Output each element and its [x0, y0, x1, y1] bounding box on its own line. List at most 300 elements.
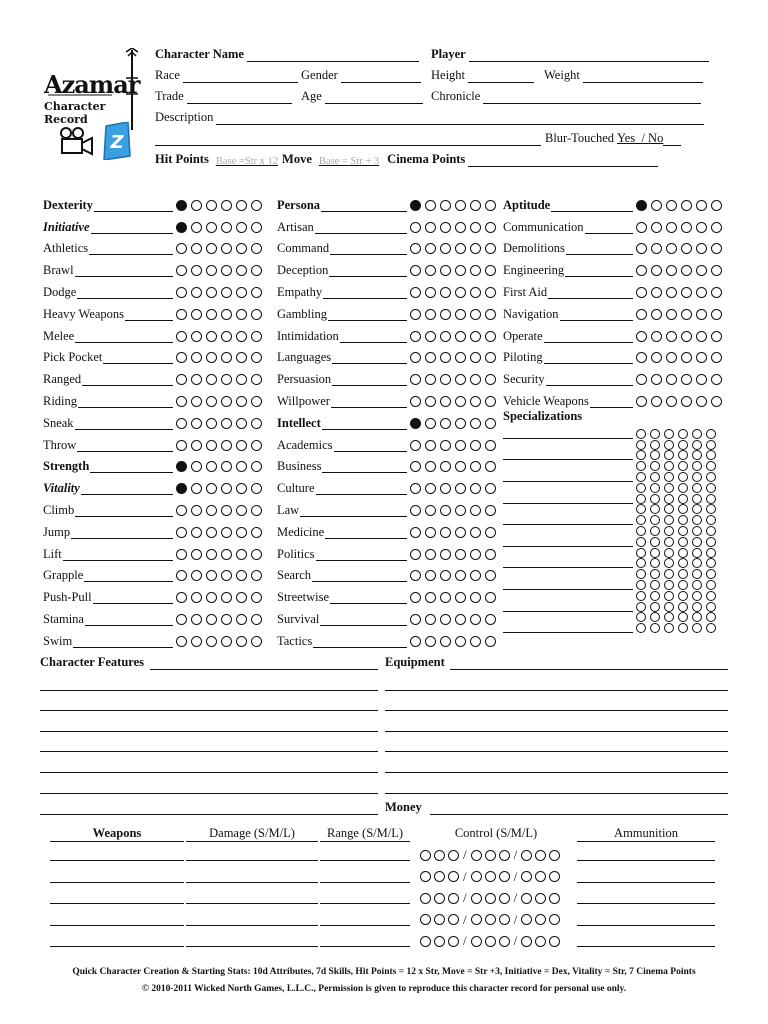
grapple-dot-6[interactable]: [251, 570, 262, 581]
law-dot-1[interactable]: [410, 505, 421, 516]
specialization-line[interactable]: [503, 441, 633, 450]
weapon-ammunition-line[interactable]: [577, 860, 715, 861]
character-features-line-5[interactable]: [40, 772, 378, 773]
specialization-dot[interactable]: [706, 440, 716, 450]
deception-dot-1[interactable]: [410, 265, 421, 276]
specialization-dot[interactable]: [636, 450, 646, 460]
control-dot[interactable]: [471, 850, 482, 861]
business-dot-3[interactable]: [440, 461, 451, 472]
specialization-dot[interactable]: [706, 515, 716, 525]
control-dot[interactable]: [485, 893, 496, 904]
lift-dot-1[interactable]: [176, 549, 187, 560]
specialization-dot[interactable]: [678, 623, 688, 633]
security-dot-4[interactable]: [681, 374, 692, 385]
specialization-dot[interactable]: [706, 483, 716, 493]
initiative-dot-4[interactable]: [221, 222, 232, 233]
engineering-dot-5[interactable]: [696, 265, 707, 276]
chronicle-field[interactable]: [431, 86, 701, 104]
swim-dot-1[interactable]: [176, 636, 187, 647]
willpower-dot-6[interactable]: [485, 396, 496, 407]
demolitions-dot-6[interactable]: [711, 243, 722, 254]
description-line-1[interactable]: [216, 110, 704, 125]
specialization-dot[interactable]: [692, 623, 702, 633]
vitality-dot-5[interactable]: [236, 483, 247, 494]
empathy-dot-2[interactable]: [425, 287, 436, 298]
control-dot[interactable]: [471, 893, 482, 904]
navigation-dot-1[interactable]: [636, 309, 647, 320]
dodge-dot-4[interactable]: [221, 287, 232, 298]
specialization-dot[interactable]: [636, 483, 646, 493]
specialization-dot[interactable]: [678, 429, 688, 439]
specialization-line[interactable]: [503, 538, 633, 547]
deception-dot-5[interactable]: [470, 265, 481, 276]
specialization-dot[interactable]: [706, 580, 716, 590]
intimidation-dot-3[interactable]: [440, 331, 451, 342]
control-dot[interactable]: [499, 936, 510, 947]
riding-dot-6[interactable]: [251, 396, 262, 407]
specialization-dot[interactable]: [678, 548, 688, 558]
specialization-dot[interactable]: [706, 494, 716, 504]
search-dot-4[interactable]: [455, 570, 466, 581]
throw-dot-4[interactable]: [221, 440, 232, 451]
persuasion-dot-2[interactable]: [425, 374, 436, 385]
security-dot-2[interactable]: [651, 374, 662, 385]
law-dot-2[interactable]: [425, 505, 436, 516]
throw-dot-5[interactable]: [236, 440, 247, 451]
politics-dot-5[interactable]: [470, 549, 481, 560]
pick-pocket-dot-6[interactable]: [251, 352, 262, 363]
engineering-dot-4[interactable]: [681, 265, 692, 276]
riding-dot-4[interactable]: [221, 396, 232, 407]
weapon-name-line[interactable]: [50, 925, 184, 926]
specialization-dot[interactable]: [664, 569, 674, 579]
athletics-dot-1[interactable]: [176, 243, 187, 254]
streetwise-dot-1[interactable]: [410, 592, 421, 603]
climb-dot-3[interactable]: [206, 505, 217, 516]
jump-dot-5[interactable]: [236, 527, 247, 538]
operate-dot-5[interactable]: [696, 331, 707, 342]
swim-dot-6[interactable]: [251, 636, 262, 647]
specialization-dot[interactable]: [664, 558, 674, 568]
control-dot[interactable]: [535, 936, 546, 947]
specialization-dot[interactable]: [664, 537, 674, 547]
academics-dot-6[interactable]: [485, 440, 496, 451]
specialization-dot[interactable]: [650, 440, 660, 450]
brawl-dot-5[interactable]: [236, 265, 247, 276]
aptitude-dot-3[interactable]: [666, 200, 677, 211]
vitality-dot-6[interactable]: [251, 483, 262, 494]
business-dot-4[interactable]: [455, 461, 466, 472]
dexterity-dot-4[interactable]: [221, 200, 232, 211]
specialization-dot[interactable]: [678, 558, 688, 568]
control-dot[interactable]: [420, 871, 431, 882]
athletics-dot-2[interactable]: [191, 243, 202, 254]
business-dot-1[interactable]: [410, 461, 421, 472]
languages-dot-2[interactable]: [425, 352, 436, 363]
specialization-dot[interactable]: [678, 612, 688, 622]
stamina-dot-1[interactable]: [176, 614, 187, 625]
character-features-line-6[interactable]: [40, 793, 378, 794]
stamina-dot-5[interactable]: [236, 614, 247, 625]
artisan-dot-2[interactable]: [425, 222, 436, 233]
specialization-dot[interactable]: [650, 537, 660, 547]
control-dot[interactable]: [420, 936, 431, 947]
brawl-dot-6[interactable]: [251, 265, 262, 276]
empathy-dot-4[interactable]: [455, 287, 466, 298]
specialization-dot[interactable]: [678, 440, 688, 450]
specialization-line[interactable]: [503, 473, 633, 482]
specialization-dot[interactable]: [664, 504, 674, 514]
weapon-range-line[interactable]: [320, 882, 410, 883]
control-dot[interactable]: [434, 893, 445, 904]
throw-dot-2[interactable]: [191, 440, 202, 451]
athletics-dot-3[interactable]: [206, 243, 217, 254]
jump-dot-6[interactable]: [251, 527, 262, 538]
tactics-dot-4[interactable]: [455, 636, 466, 647]
dexterity-dot-6[interactable]: [251, 200, 262, 211]
search-dot-6[interactable]: [485, 570, 496, 581]
specialization-dot[interactable]: [664, 429, 674, 439]
heavy-weapons-dot-4[interactable]: [221, 309, 232, 320]
medicine-dot-1[interactable]: [410, 527, 421, 538]
pick-pocket-dot-5[interactable]: [236, 352, 247, 363]
specialization-dot[interactable]: [650, 591, 660, 601]
initiative-dot-6[interactable]: [251, 222, 262, 233]
specialization-dot[interactable]: [636, 526, 646, 536]
tactics-dot-2[interactable]: [425, 636, 436, 647]
artisan-dot-5[interactable]: [470, 222, 481, 233]
specialization-dot[interactable]: [636, 515, 646, 525]
artisan-dot-4[interactable]: [455, 222, 466, 233]
first-aid-dot-2[interactable]: [651, 287, 662, 298]
politics-dot-3[interactable]: [440, 549, 451, 560]
specialization-dot[interactable]: [650, 623, 660, 633]
command-dot-2[interactable]: [425, 243, 436, 254]
academics-dot-4[interactable]: [455, 440, 466, 451]
initiative-dot-5[interactable]: [236, 222, 247, 233]
strength-dot-6[interactable]: [251, 461, 262, 472]
specialization-dot[interactable]: [650, 558, 660, 568]
climb-dot-2[interactable]: [191, 505, 202, 516]
specialization-dot[interactable]: [650, 483, 660, 493]
engineering-dot-3[interactable]: [666, 265, 677, 276]
strength-dot-3[interactable]: [206, 461, 217, 472]
first-aid-dot-5[interactable]: [696, 287, 707, 298]
height-field[interactable]: [431, 65, 534, 83]
politics-dot-2[interactable]: [425, 549, 436, 560]
lift-dot-2[interactable]: [191, 549, 202, 560]
equipment-line-3[interactable]: [385, 731, 728, 732]
specialization-line[interactable]: [503, 495, 633, 504]
specialization-dot[interactable]: [706, 612, 716, 622]
race-line[interactable]: [183, 68, 298, 83]
specialization-dot[interactable]: [650, 580, 660, 590]
specialization-dot[interactable]: [650, 461, 660, 471]
piloting-dot-3[interactable]: [666, 352, 677, 363]
grapple-dot-3[interactable]: [206, 570, 217, 581]
operate-dot-6[interactable]: [711, 331, 722, 342]
lift-dot-3[interactable]: [206, 549, 217, 560]
security-dot-5[interactable]: [696, 374, 707, 385]
empathy-dot-3[interactable]: [440, 287, 451, 298]
specialization-dot[interactable]: [706, 537, 716, 547]
specialization-dot[interactable]: [650, 494, 660, 504]
specialization-dot[interactable]: [678, 450, 688, 460]
dodge-dot-1[interactable]: [176, 287, 187, 298]
lift-dot-4[interactable]: [221, 549, 232, 560]
grapple-dot-1[interactable]: [176, 570, 187, 581]
climb-dot-1[interactable]: [176, 505, 187, 516]
dexterity-dot-3[interactable]: [206, 200, 217, 211]
pick-pocket-dot-1[interactable]: [176, 352, 187, 363]
chronicle-line[interactable]: [483, 89, 701, 104]
specialization-dot[interactable]: [650, 504, 660, 514]
equipment-line-1[interactable]: [385, 690, 728, 691]
specialization-line[interactable]: [503, 527, 633, 536]
specialization-dot[interactable]: [692, 537, 702, 547]
specialization-dot[interactable]: [678, 569, 688, 579]
specialization-dot[interactable]: [706, 450, 716, 460]
command-dot-4[interactable]: [455, 243, 466, 254]
gambling-dot-1[interactable]: [410, 309, 421, 320]
demolitions-dot-4[interactable]: [681, 243, 692, 254]
aptitude-dot-5[interactable]: [696, 200, 707, 211]
medicine-dot-4[interactable]: [455, 527, 466, 538]
streetwise-dot-6[interactable]: [485, 592, 496, 603]
demolitions-dot-3[interactable]: [666, 243, 677, 254]
culture-dot-4[interactable]: [455, 483, 466, 494]
specialization-dot[interactable]: [664, 591, 674, 601]
specialization-line[interactable]: [503, 484, 633, 493]
weapon-ammunition-line[interactable]: [577, 946, 715, 947]
sneak-dot-1[interactable]: [176, 418, 187, 429]
persona-dot-6[interactable]: [485, 200, 496, 211]
demolitions-dot-5[interactable]: [696, 243, 707, 254]
specialization-dot[interactable]: [692, 580, 702, 590]
character-features-line-1[interactable]: [40, 690, 378, 691]
command-dot-1[interactable]: [410, 243, 421, 254]
riding-dot-1[interactable]: [176, 396, 187, 407]
age-field[interactable]: [301, 86, 423, 104]
pick-pocket-dot-3[interactable]: [206, 352, 217, 363]
equipment-line-2[interactable]: [385, 710, 728, 711]
specialization-dot[interactable]: [636, 591, 646, 601]
specialization-dot[interactable]: [636, 580, 646, 590]
climb-dot-5[interactable]: [236, 505, 247, 516]
streetwise-dot-3[interactable]: [440, 592, 451, 603]
communication-dot-1[interactable]: [636, 222, 647, 233]
move-hint[interactable]: Base = Str + 3: [318, 156, 380, 167]
specialization-dot[interactable]: [636, 623, 646, 633]
description-line-2[interactable]: [155, 131, 541, 146]
control-dot[interactable]: [499, 893, 510, 904]
specialization-line[interactable]: [503, 516, 633, 525]
piloting-dot-1[interactable]: [636, 352, 647, 363]
engineering-dot-2[interactable]: [651, 265, 662, 276]
specialization-line[interactable]: [503, 592, 633, 601]
specialization-line[interactable]: [503, 603, 633, 612]
languages-dot-3[interactable]: [440, 352, 451, 363]
communication-dot-5[interactable]: [696, 222, 707, 233]
willpower-dot-5[interactable]: [470, 396, 481, 407]
specialization-dot[interactable]: [636, 504, 646, 514]
specialization-dot[interactable]: [706, 623, 716, 633]
grapple-dot-4[interactable]: [221, 570, 232, 581]
piloting-dot-4[interactable]: [681, 352, 692, 363]
strength-dot-1[interactable]: [176, 461, 187, 472]
control-dot[interactable]: [434, 936, 445, 947]
initiative-dot-1[interactable]: [176, 222, 187, 233]
swim-dot-3[interactable]: [206, 636, 217, 647]
player-line[interactable]: [469, 47, 709, 62]
vitality-dot-4[interactable]: [221, 483, 232, 494]
ranged-dot-3[interactable]: [206, 374, 217, 385]
control-dot[interactable]: [420, 893, 431, 904]
operate-dot-1[interactable]: [636, 331, 647, 342]
dodge-dot-2[interactable]: [191, 287, 202, 298]
specialization-dot[interactable]: [664, 515, 674, 525]
heavy-weapons-dot-6[interactable]: [251, 309, 262, 320]
pick-pocket-dot-2[interactable]: [191, 352, 202, 363]
communication-dot-4[interactable]: [681, 222, 692, 233]
communication-dot-6[interactable]: [711, 222, 722, 233]
engineering-dot-6[interactable]: [711, 265, 722, 276]
intimidation-dot-1[interactable]: [410, 331, 421, 342]
vehicle-weapons-dot-3[interactable]: [666, 396, 677, 407]
languages-dot-1[interactable]: [410, 352, 421, 363]
piloting-dot-5[interactable]: [696, 352, 707, 363]
intellect-dot-5[interactable]: [470, 418, 481, 429]
weight-line[interactable]: [583, 68, 703, 83]
piloting-dot-6[interactable]: [711, 352, 722, 363]
medicine-dot-3[interactable]: [440, 527, 451, 538]
initiative-dot-3[interactable]: [206, 222, 217, 233]
tactics-dot-5[interactable]: [470, 636, 481, 647]
first-aid-dot-1[interactable]: [636, 287, 647, 298]
gambling-dot-6[interactable]: [485, 309, 496, 320]
jump-dot-3[interactable]: [206, 527, 217, 538]
control-dot[interactable]: [434, 850, 445, 861]
specialization-dot[interactable]: [636, 429, 646, 439]
control-dot[interactable]: [448, 850, 459, 861]
control-dot[interactable]: [485, 871, 496, 882]
race-field[interactable]: [155, 65, 298, 83]
lift-dot-5[interactable]: [236, 549, 247, 560]
equipment-line-6[interactable]: [385, 793, 728, 794]
specialization-line[interactable]: [503, 570, 633, 579]
streetwise-dot-2[interactable]: [425, 592, 436, 603]
weapon-ammunition-line[interactable]: [577, 903, 715, 904]
survival-dot-4[interactable]: [455, 614, 466, 625]
control-dot[interactable]: [434, 914, 445, 925]
specialization-line[interactable]: [503, 549, 633, 558]
heavy-weapons-dot-1[interactable]: [176, 309, 187, 320]
dexterity-dot-2[interactable]: [191, 200, 202, 211]
business-dot-6[interactable]: [485, 461, 496, 472]
specialization-line[interactable]: [503, 505, 633, 514]
specialization-dot[interactable]: [706, 548, 716, 558]
specialization-dot[interactable]: [706, 569, 716, 579]
trade-line[interactable]: [187, 89, 292, 104]
sneak-dot-3[interactable]: [206, 418, 217, 429]
specialization-line[interactable]: [503, 430, 633, 439]
intellect-dot-2[interactable]: [425, 418, 436, 429]
blur-touched-yes-no[interactable]: Yes / No: [617, 131, 664, 145]
specialization-dot[interactable]: [692, 515, 702, 525]
sneak-dot-6[interactable]: [251, 418, 262, 429]
athletics-dot-4[interactable]: [221, 243, 232, 254]
command-dot-6[interactable]: [485, 243, 496, 254]
search-dot-3[interactable]: [440, 570, 451, 581]
specialization-dot[interactable]: [650, 515, 660, 525]
deception-dot-2[interactable]: [425, 265, 436, 276]
description-field[interactable]: [155, 107, 704, 125]
piloting-dot-2[interactable]: [651, 352, 662, 363]
control-dot[interactable]: [521, 914, 532, 925]
specialization-dot[interactable]: [692, 591, 702, 601]
specialization-dot[interactable]: [664, 450, 674, 460]
melee-dot-3[interactable]: [206, 331, 217, 342]
culture-dot-1[interactable]: [410, 483, 421, 494]
specialization-dot[interactable]: [692, 494, 702, 504]
medicine-dot-2[interactable]: [425, 527, 436, 538]
brawl-dot-3[interactable]: [206, 265, 217, 276]
control-dot[interactable]: [485, 914, 496, 925]
control-dot[interactable]: [521, 850, 532, 861]
stamina-dot-2[interactable]: [191, 614, 202, 625]
gambling-dot-2[interactable]: [425, 309, 436, 320]
control-dot[interactable]: [549, 850, 560, 861]
control-dot[interactable]: [549, 914, 560, 925]
push-pull-dot-5[interactable]: [236, 592, 247, 603]
artisan-dot-1[interactable]: [410, 222, 421, 233]
heavy-weapons-dot-3[interactable]: [206, 309, 217, 320]
melee-dot-1[interactable]: [176, 331, 187, 342]
persona-dot-1[interactable]: [410, 200, 421, 211]
strength-dot-4[interactable]: [221, 461, 232, 472]
control-dot[interactable]: [535, 871, 546, 882]
specialization-dot[interactable]: [692, 602, 702, 612]
description-line-2-row[interactable]: [155, 128, 681, 146]
deception-dot-4[interactable]: [455, 265, 466, 276]
jump-dot-1[interactable]: [176, 527, 187, 538]
demolitions-dot-2[interactable]: [651, 243, 662, 254]
intimidation-dot-2[interactable]: [425, 331, 436, 342]
specialization-dot[interactable]: [650, 602, 660, 612]
specialization-dot[interactable]: [664, 494, 674, 504]
control-dot[interactable]: [471, 936, 482, 947]
weapon-range-line[interactable]: [320, 925, 410, 926]
heavy-weapons-dot-2[interactable]: [191, 309, 202, 320]
weapon-name-line[interactable]: [50, 946, 184, 947]
persuasion-dot-6[interactable]: [485, 374, 496, 385]
control-dot[interactable]: [549, 893, 560, 904]
control-dot[interactable]: [521, 871, 532, 882]
tactics-dot-1[interactable]: [410, 636, 421, 647]
deception-dot-6[interactable]: [485, 265, 496, 276]
stamina-dot-6[interactable]: [251, 614, 262, 625]
specialization-dot[interactable]: [664, 461, 674, 471]
specialization-dot[interactable]: [636, 472, 646, 482]
aptitude-dot-2[interactable]: [651, 200, 662, 211]
gambling-dot-3[interactable]: [440, 309, 451, 320]
specialization-dot[interactable]: [706, 602, 716, 612]
operate-dot-4[interactable]: [681, 331, 692, 342]
specialization-dot[interactable]: [650, 569, 660, 579]
character-name-field[interactable]: [155, 44, 419, 62]
operate-dot-3[interactable]: [666, 331, 677, 342]
security-dot-3[interactable]: [666, 374, 677, 385]
